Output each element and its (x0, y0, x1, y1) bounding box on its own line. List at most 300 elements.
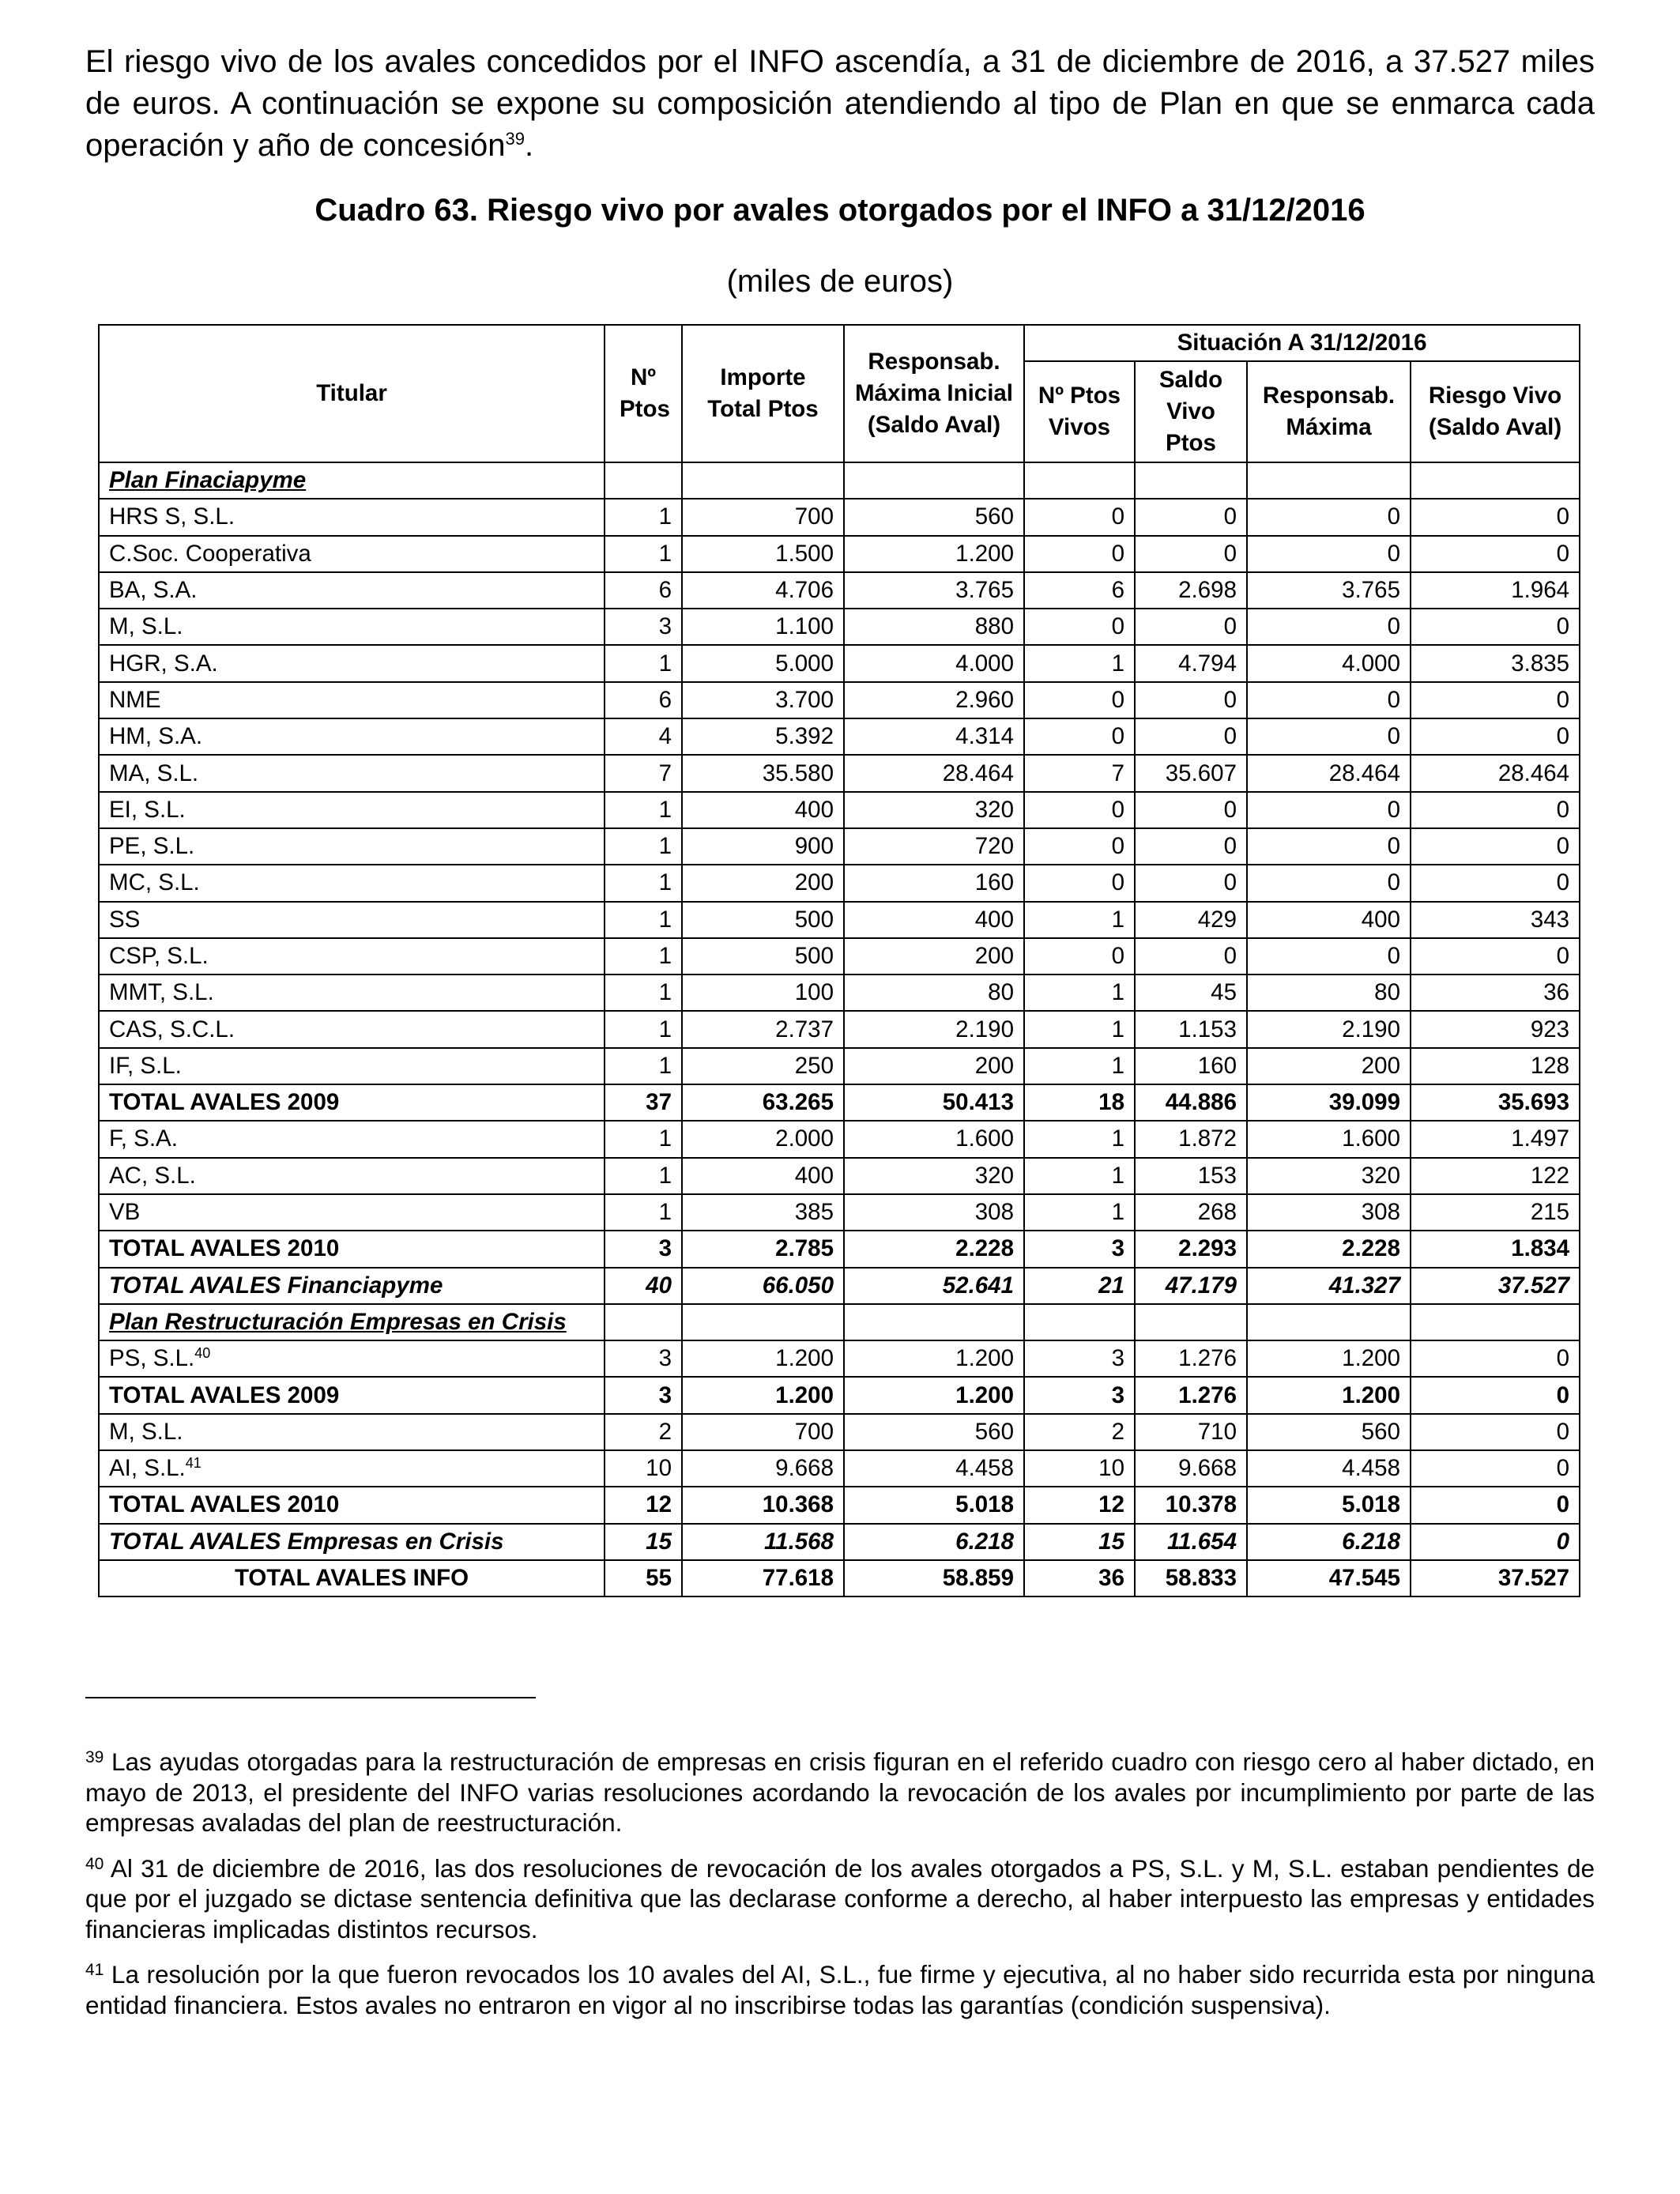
riesgo-vivo-cell: 0 (1411, 1450, 1580, 1487)
table-row (99, 938, 1580, 974)
saldo-vivo-cell: 0 (1135, 609, 1247, 645)
empty-cell (682, 1304, 844, 1340)
n-ptos-cell: 1 (605, 1194, 682, 1231)
n-vivos-cell: 0 (1024, 828, 1135, 865)
titular-cell (99, 1158, 605, 1194)
resp-inicial-cell: 50.413 (844, 1084, 1024, 1121)
n-ptos-cell: 10 (605, 1450, 682, 1487)
table-row (99, 718, 1580, 755)
header-n-ptos-text: Nº Ptos (620, 364, 670, 422)
n-ptos-cell: 55 (605, 1560, 682, 1596)
footnote-separator (85, 1697, 536, 1698)
resp-inicial-cell: 160 (844, 865, 1024, 901)
titular-label: BA, S.A. (109, 577, 198, 604)
n-vivos-cell: 1 (1024, 974, 1135, 1011)
n-ptos-cell: 1 (605, 974, 682, 1011)
importe-cell: 10.368 (682, 1487, 844, 1523)
n-vivos-cell: 18 (1024, 1084, 1135, 1121)
titular-label: TOTAL AVALES 2010 (109, 1235, 340, 1262)
n-vivos-cell: 7 (1024, 755, 1135, 791)
n-vivos-cell: 2 (1024, 1414, 1135, 1450)
saldo-vivo-cell: 45 (1135, 974, 1247, 1011)
header-resp-max (1247, 361, 1411, 462)
resp-inicial-cell: 80 (844, 974, 1024, 1011)
resp-inicial-cell: 2.228 (844, 1231, 1024, 1267)
n-ptos-cell: 1 (605, 1011, 682, 1047)
resp-inicial-cell: 4.314 (844, 718, 1024, 755)
n-vivos-cell: 1 (1024, 1121, 1135, 1157)
resp-max-cell: 2.190 (1247, 1011, 1411, 1047)
titular-cell (99, 1340, 605, 1377)
titular-cell (99, 1194, 605, 1231)
importe-cell: 500 (682, 938, 844, 974)
titular-label: TOTAL AVALES 2010 (109, 1491, 340, 1518)
importe-cell: 2.737 (682, 1011, 844, 1047)
riesgo-vivo-cell: 0 (1411, 1487, 1580, 1523)
resp-max-cell: 39.099 (1247, 1084, 1411, 1121)
riesgo-vivo-cell: 0 (1411, 499, 1580, 535)
resp-max-cell: 4.000 (1247, 645, 1411, 681)
footnote-number: 41 (85, 1961, 104, 1979)
resp-max-cell: 0 (1247, 682, 1411, 718)
titular-label: VB (109, 1199, 141, 1226)
riesgo-vivo-cell: 0 (1411, 792, 1580, 828)
table-row (99, 1414, 1580, 1450)
titular-cell (99, 645, 605, 681)
table-row (99, 1011, 1580, 1047)
table-row (99, 1048, 1580, 1084)
titular-label: CSP, S.L. (109, 943, 209, 969)
n-vivos-cell: 0 (1024, 609, 1135, 645)
titular-label: PE, S.L. (109, 833, 195, 860)
section-row (99, 462, 1580, 499)
resp-max-cell: 0 (1247, 792, 1411, 828)
titular-cell (99, 1487, 605, 1523)
empty-cell (844, 462, 1024, 499)
importe-cell: 400 (682, 792, 844, 828)
total-row (99, 1377, 1580, 1413)
saldo-vivo-cell: 0 (1135, 536, 1247, 572)
riesgo-vivo-cell: 36 (1411, 974, 1580, 1011)
resp-inicial-cell: 308 (844, 1194, 1024, 1231)
header-n-vivos (1024, 361, 1135, 462)
header-resp-inicial-text: Responsab. Máxima Inicial (Saldo Aval) (854, 349, 1014, 438)
titular-cell (99, 1414, 605, 1450)
footnote-ref-40[interactable]: 40 (194, 1345, 211, 1362)
resp-inicial-cell: 880 (844, 609, 1024, 645)
titular-label: MA, S.L. (109, 760, 199, 786)
n-ptos-cell: 1 (605, 902, 682, 938)
resp-inicial-cell: 320 (844, 792, 1024, 828)
n-vivos-cell: 3 (1024, 1340, 1135, 1377)
section-label: Plan Finaciapyme (99, 462, 605, 499)
titular-label: C.Soc. Cooperativa (109, 540, 311, 567)
titular-cell (99, 1121, 605, 1157)
importe-cell: 3.700 (682, 682, 844, 718)
table-row (99, 865, 1580, 901)
n-ptos-cell: 1 (605, 1158, 682, 1194)
importe-cell: 700 (682, 1414, 844, 1450)
resp-max-cell: 0 (1247, 609, 1411, 645)
titular-cell (99, 682, 605, 718)
saldo-vivo-cell: 153 (1135, 1158, 1247, 1194)
riesgo-vivo-cell: 0 (1411, 718, 1580, 755)
titular-cell (99, 536, 605, 572)
n-ptos-cell: 37 (605, 1084, 682, 1121)
riesgo-vivo-cell: 0 (1411, 1414, 1580, 1450)
titular-label: SS (109, 906, 141, 933)
empty-cell (1135, 462, 1247, 499)
resp-inicial-cell: 560 (844, 499, 1024, 535)
resp-max-cell: 0 (1247, 828, 1411, 865)
n-ptos-cell: 1 (605, 1048, 682, 1084)
header-riesgo-vivo (1411, 361, 1580, 462)
resp-max-cell: 6.218 (1247, 1524, 1411, 1560)
footnote-number: 39 (85, 1748, 104, 1766)
n-ptos-cell: 3 (605, 609, 682, 645)
empty-cell (1411, 462, 1580, 499)
saldo-vivo-cell: 1.276 (1135, 1377, 1247, 1413)
table-row (99, 499, 1580, 535)
titular-cell (99, 755, 605, 791)
saldo-vivo-cell: 429 (1135, 902, 1247, 938)
header-importe-text: Importe Total Ptos (707, 364, 819, 422)
titular-cell (99, 1524, 605, 1560)
n-vivos-cell: 3 (1024, 1377, 1135, 1413)
n-vivos-cell: 10 (1024, 1450, 1135, 1487)
n-ptos-cell: 1 (605, 645, 682, 681)
titular-label: M, S.L. (109, 613, 183, 640)
titular-label: HRS S, S.L. (109, 503, 235, 530)
riesgo-vivo-cell: 0 (1411, 536, 1580, 572)
riesgo-vivo-cell: 0 (1411, 609, 1580, 645)
n-ptos-cell: 6 (605, 572, 682, 609)
n-vivos-cell: 1 (1024, 1194, 1135, 1231)
n-vivos-cell: 0 (1024, 718, 1135, 755)
resp-max-cell: 41.327 (1247, 1268, 1411, 1304)
titular-label: TOTAL AVALES (109, 1272, 281, 1299)
n-vivos-cell: 1 (1024, 645, 1135, 681)
footnote-ref-41[interactable]: 41 (185, 1455, 202, 1472)
saldo-vivo-cell: 2.698 (1135, 572, 1247, 609)
saldo-vivo-cell: 268 (1135, 1194, 1247, 1231)
table-caption: Cuadro 63. Riesgo vivo por avales otorgados por el INFO a 31/12/2016 (315, 193, 1365, 228)
n-vivos-cell: 1 (1024, 1011, 1135, 1047)
header-n-ptos (605, 325, 682, 462)
importe-cell: 5.392 (682, 718, 844, 755)
resp-inicial-cell: 1.200 (844, 1377, 1024, 1413)
empty-cell (844, 1304, 1024, 1340)
titular-label: F, S.A. (109, 1125, 178, 1152)
resp-inicial-cell: 52.641 (844, 1268, 1024, 1304)
titular-label: NME (109, 686, 161, 713)
footnotes (85, 1747, 1595, 2035)
resp-max-cell: 1.200 (1247, 1377, 1411, 1413)
importe-cell: 9.668 (682, 1450, 844, 1487)
table-row (99, 974, 1580, 1011)
resp-inicial-cell: 4.000 (844, 645, 1024, 681)
riesgo-vivo-cell: 1.964 (1411, 572, 1580, 609)
resp-inicial-cell: 200 (844, 1048, 1024, 1084)
importe-cell: 385 (682, 1194, 844, 1231)
resp-max-cell: 308 (1247, 1194, 1411, 1231)
empty-cell (605, 462, 682, 499)
resp-inicial-cell: 6.218 (844, 1524, 1024, 1560)
n-vivos-cell: 21 (1024, 1268, 1135, 1304)
saldo-vivo-cell: 0 (1135, 865, 1247, 901)
saldo-vivo-cell: 160 (1135, 1048, 1247, 1084)
titular-cell (99, 1377, 605, 1413)
header-titular: Titular (99, 325, 605, 462)
n-vivos-cell: 0 (1024, 499, 1135, 535)
saldo-vivo-cell: 9.668 (1135, 1450, 1247, 1487)
n-vivos-cell: 0 (1024, 865, 1135, 901)
resp-inicial-cell: 1.200 (844, 1340, 1024, 1377)
footnote-number: 40 (85, 1854, 104, 1873)
importe-cell: 35.580 (682, 755, 844, 791)
n-ptos-cell: 3 (605, 1231, 682, 1267)
titular-label: AC, S.L. (109, 1162, 196, 1189)
saldo-vivo-cell: 1.153 (1135, 1011, 1247, 1047)
titular-label: CAS, S.C.L. (109, 1016, 235, 1042)
resp-inicial-cell: 28.464 (844, 755, 1024, 791)
footnote-39 (85, 1747, 1595, 1838)
total-row (99, 1487, 1580, 1523)
resp-inicial-cell: 3.765 (844, 572, 1024, 609)
importe-cell: 700 (682, 499, 844, 535)
table-row (99, 609, 1580, 645)
n-ptos-cell: 4 (605, 718, 682, 755)
titular-cell (99, 828, 605, 865)
saldo-vivo-cell: 0 (1135, 792, 1247, 828)
n-ptos-cell: 3 (605, 1377, 682, 1413)
riesgo-vivo-cell: 343 (1411, 902, 1580, 938)
titular-label: TOTAL AVALES (109, 1528, 281, 1555)
titular-plan-name: Financiapyme (287, 1272, 443, 1299)
resp-max-cell: 0 (1247, 938, 1411, 974)
riesgo-vivo-cell: 128 (1411, 1048, 1580, 1084)
saldo-vivo-cell: 58.833 (1135, 1560, 1247, 1596)
n-ptos-cell: 1 (605, 499, 682, 535)
resp-max-cell: 5.018 (1247, 1487, 1411, 1523)
n-vivos-cell: 0 (1024, 682, 1135, 718)
riesgo-vivo-cell: 28.464 (1411, 755, 1580, 791)
footnote-40 (85, 1853, 1595, 1945)
saldo-vivo-cell: 0 (1135, 499, 1247, 535)
importe-cell: 1.100 (682, 609, 844, 645)
resp-max-cell: 47.545 (1247, 1560, 1411, 1596)
intro-paragraph (85, 41, 1595, 167)
saldo-vivo-cell: 11.654 (1135, 1524, 1247, 1560)
titular-cell (99, 718, 605, 755)
empty-cell (1247, 462, 1411, 499)
table-row (99, 1158, 1580, 1194)
empty-cell (1024, 1304, 1135, 1340)
resp-max-cell: 3.765 (1247, 572, 1411, 609)
riesgo-vivo-cell: 122 (1411, 1158, 1580, 1194)
plan-total-row (99, 1268, 1580, 1304)
riesgo-vivo-cell: 0 (1411, 865, 1580, 901)
header-saldo-vivo (1135, 361, 1247, 462)
table-units: (miles de euros) (726, 264, 954, 299)
saldo-vivo-cell: 4.794 (1135, 645, 1247, 681)
riesgo-vivo-cell: 0 (1411, 1524, 1580, 1560)
resp-inicial-cell: 200 (844, 938, 1024, 974)
titular-label: HM, S.A. (109, 723, 203, 750)
table-row (99, 572, 1580, 609)
n-ptos-cell: 7 (605, 755, 682, 791)
riesgo-vivo-cell: 1.497 (1411, 1121, 1580, 1157)
resp-max-cell: 80 (1247, 974, 1411, 1011)
titular-label: MMT, S.L. (109, 979, 214, 1006)
table-row (99, 1450, 1580, 1487)
n-ptos-cell: 1 (605, 828, 682, 865)
titular-label: TOTAL AVALES 2009 (109, 1089, 340, 1116)
titular-label: M, S.L. (109, 1418, 183, 1445)
titular-label: AI, S.L. (109, 1455, 186, 1482)
footnote-text: Al 31 de diciembre de 2016, las dos resoluciones de revocación de los avales otorgados a PS, S.L. y M, S.L. estaban pendientes de que por el juzgado se dictase sentencia definitiva que las declarase conforme a derecho, al haber interpuesto las empresas y entidades financieras implicadas distintos recursos. (85, 1853, 1595, 1943)
n-ptos-cell: 12 (605, 1487, 682, 1523)
riesgo-vivo-cell: 215 (1411, 1194, 1580, 1231)
resp-max-cell: 0 (1247, 536, 1411, 572)
resp-max-cell: 200 (1247, 1048, 1411, 1084)
n-vivos-cell: 1 (1024, 902, 1135, 938)
table-row (99, 1121, 1580, 1157)
resp-inicial-cell: 2.190 (844, 1011, 1024, 1047)
footnote-text: Las ayudas otorgadas para la restructuración de empresas en crisis figuran en el referido cuadro con riesgo cero al haber dictado, en mayo de 2013, el presidente del INFO varias resoluciones acordando la revocación de los avales por incumplimiento por parte de las empresas avaladas del plan de reestructuración. (85, 1747, 1595, 1837)
resp-max-cell: 0 (1247, 718, 1411, 755)
empty-cell (1024, 462, 1135, 499)
titular-cell (99, 974, 605, 1011)
table-body (99, 462, 1580, 1596)
saldo-vivo-cell: 47.179 (1135, 1268, 1247, 1304)
empty-cell (1247, 1304, 1411, 1340)
table-row (99, 755, 1580, 791)
grand-row (99, 1560, 1580, 1596)
saldo-vivo-cell: 0 (1135, 828, 1247, 865)
resp-inicial-cell: 720 (844, 828, 1024, 865)
n-ptos-cell: 15 (605, 1524, 682, 1560)
n-vivos-cell: 0 (1024, 536, 1135, 572)
resp-max-cell: 1.200 (1247, 1340, 1411, 1377)
titular-cell (99, 792, 605, 828)
titular-cell (99, 1084, 605, 1121)
saldo-vivo-cell: 0 (1135, 682, 1247, 718)
n-ptos-cell: 2 (605, 1414, 682, 1450)
titular-label: EI, S.L. (109, 796, 186, 823)
table-row (99, 536, 1580, 572)
saldo-vivo-cell: 0 (1135, 718, 1247, 755)
footnote-41 (85, 1959, 1595, 2020)
importe-cell: 77.618 (682, 1560, 844, 1596)
titular-cell (99, 1268, 605, 1304)
n-ptos-cell: 40 (605, 1268, 682, 1304)
titular-label: TOTAL AVALES INFO (234, 1565, 469, 1592)
header-situacion: Situación A 31/12/2016 (1024, 325, 1580, 361)
n-ptos-cell: 1 (605, 865, 682, 901)
importe-cell: 63.265 (682, 1084, 844, 1121)
riesgo-vivo-cell: 37.527 (1411, 1560, 1580, 1596)
section-row (99, 1304, 1580, 1340)
header-riesgo-vivo-text: Riesgo Vivo (Saldo Aval) (1428, 383, 1562, 440)
riesgo-vivo-cell: 923 (1411, 1011, 1580, 1047)
n-ptos-cell: 6 (605, 682, 682, 718)
table-row (99, 828, 1580, 865)
header-n-vivos-text: Nº Ptos Vivos (1038, 383, 1121, 440)
importe-cell: 250 (682, 1048, 844, 1084)
resp-max-cell: 1.600 (1247, 1121, 1411, 1157)
importe-cell: 2.785 (682, 1231, 844, 1267)
n-ptos-cell: 1 (605, 792, 682, 828)
empty-cell (605, 1304, 682, 1340)
header-resp-max-text: Responsab. Máxima (1262, 383, 1396, 440)
header-row-1 (99, 325, 1580, 361)
importe-cell: 4.706 (682, 572, 844, 609)
resp-max-cell: 320 (1247, 1158, 1411, 1194)
titular-cell (99, 1011, 605, 1047)
risk-table (98, 324, 1580, 1597)
importe-cell: 1.500 (682, 536, 844, 572)
resp-max-cell: 0 (1247, 499, 1411, 535)
resp-inicial-cell: 2.960 (844, 682, 1024, 718)
riesgo-vivo-cell: 0 (1411, 1340, 1580, 1377)
total-row (99, 1231, 1580, 1267)
saldo-vivo-cell: 2.293 (1135, 1231, 1247, 1267)
n-vivos-cell: 0 (1024, 938, 1135, 974)
resp-inicial-cell: 1.200 (844, 536, 1024, 572)
n-vivos-cell: 6 (1024, 572, 1135, 609)
table-row (99, 1340, 1580, 1377)
n-vivos-cell: 12 (1024, 1487, 1135, 1523)
section-label: Plan Restructuración Empresas en Crisis (99, 1304, 605, 1340)
titular-label: IF, S.L. (109, 1052, 182, 1079)
titular-cell (99, 572, 605, 609)
n-vivos-cell: 1 (1024, 1158, 1135, 1194)
riesgo-vivo-cell: 0 (1411, 682, 1580, 718)
footnote-ref-39[interactable]: 39 (505, 129, 525, 149)
saldo-vivo-cell: 44.886 (1135, 1084, 1247, 1121)
riesgo-vivo-cell: 35.693 (1411, 1084, 1580, 1121)
table-row (99, 792, 1580, 828)
resp-inicial-cell: 1.600 (844, 1121, 1024, 1157)
n-vivos-cell: 3 (1024, 1231, 1135, 1267)
saldo-vivo-cell: 1.872 (1135, 1121, 1247, 1157)
header-importe (682, 325, 844, 462)
n-ptos-cell: 1 (605, 536, 682, 572)
importe-cell: 500 (682, 902, 844, 938)
resp-max-cell: 560 (1247, 1414, 1411, 1450)
resp-inicial-cell: 4.458 (844, 1450, 1024, 1487)
saldo-vivo-cell: 35.607 (1135, 755, 1247, 791)
importe-cell: 1.200 (682, 1340, 844, 1377)
table-row (99, 1194, 1580, 1231)
importe-cell: 5.000 (682, 645, 844, 681)
importe-cell: 66.050 (682, 1268, 844, 1304)
titular-label: PS, S.L. (109, 1345, 195, 1372)
intro-end: . (524, 128, 534, 163)
intro-text: El riesgo vivo de los avales concedidos por el INFO ascendía, a 31 de diciembre de 2016, a 37.527 miles de euros. A continuación se expone su composición atendiendo al tipo de Plan en que se enmarca cada operación y año de concesión (85, 44, 1595, 163)
importe-cell: 200 (682, 865, 844, 901)
titular-cell (99, 1048, 605, 1084)
total-row (99, 1084, 1580, 1121)
riesgo-vivo-cell: 0 (1411, 828, 1580, 865)
resp-max-cell: 28.464 (1247, 755, 1411, 791)
resp-max-cell: 4.458 (1247, 1450, 1411, 1487)
resp-inicial-cell: 560 (844, 1414, 1024, 1450)
resp-inicial-cell: 58.859 (844, 1560, 1024, 1596)
empty-cell (1411, 1304, 1580, 1340)
importe-cell: 11.568 (682, 1524, 844, 1560)
